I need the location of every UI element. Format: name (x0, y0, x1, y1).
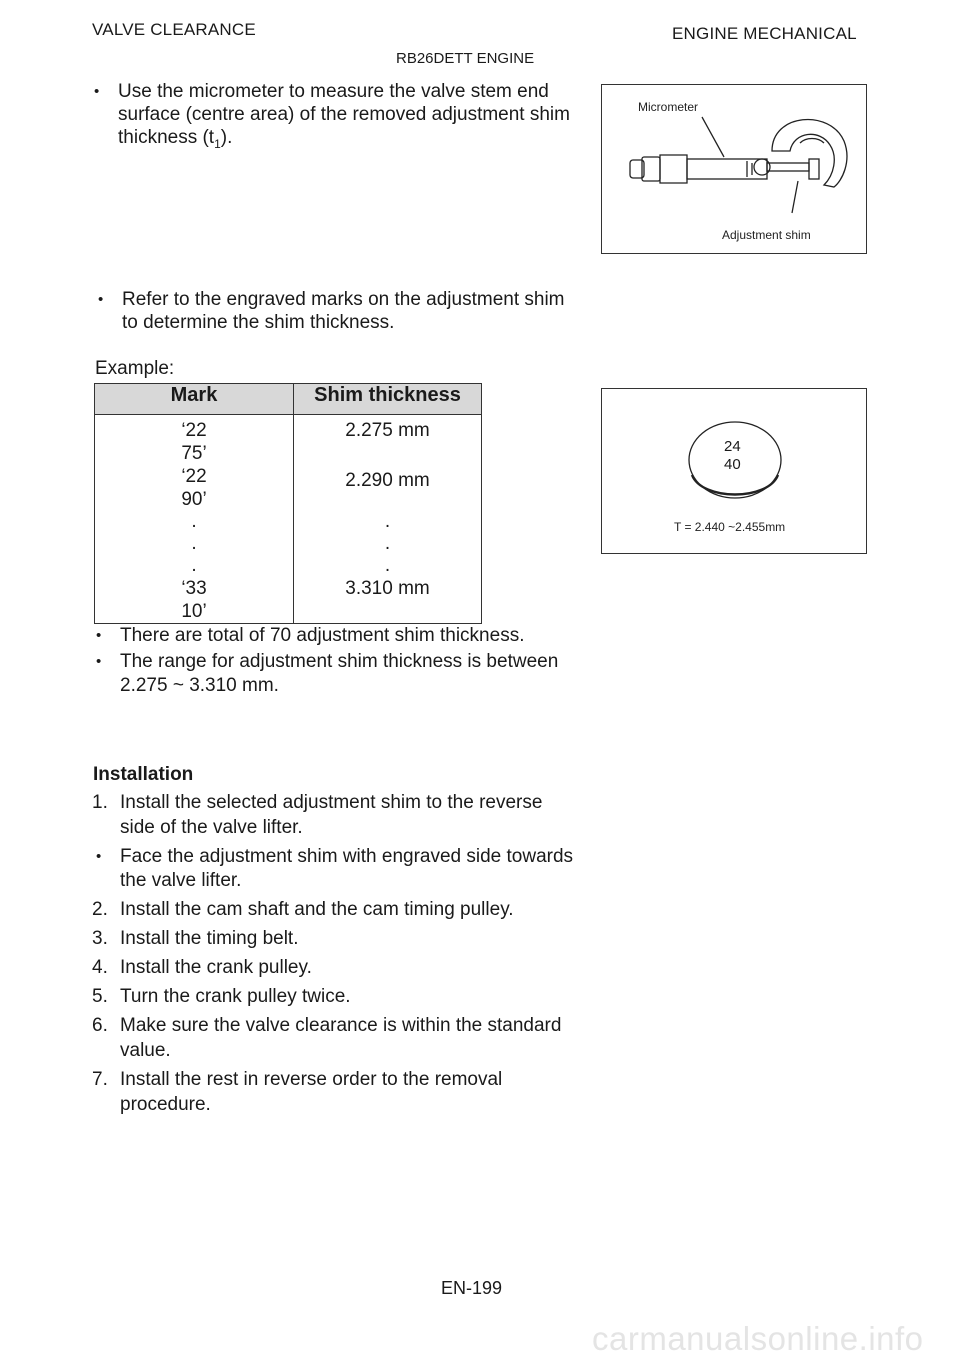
thickness-cell (294, 442, 481, 465)
thickness-cell: 2.275 mm (345, 420, 430, 441)
step-7-cont: procedure. (120, 1094, 211, 1115)
mark-column (95, 415, 294, 624)
measure-line-1: • Use the micrometer to measure the valve stem end (118, 81, 549, 102)
mark-cell: 90’ (181, 489, 207, 510)
mark-cell: . (191, 511, 197, 532)
micrometer-label: Micrometer (638, 100, 699, 114)
thickness-cell: 2.290 mm (345, 470, 430, 491)
step-1-cont: side of the valve lifter. (120, 817, 303, 838)
watermark: carmanualsonline.info (592, 1320, 924, 1357)
shim-marking-figure (601, 388, 867, 554)
step-5: 5. Turn the crank pulley twice. (92, 986, 351, 1007)
mark-cell: . (191, 555, 197, 576)
mark-cell: ‘22 (181, 466, 207, 487)
section-title: VALVE CLEARANCE (92, 20, 256, 39)
thickness-column (294, 415, 482, 624)
shim-notes (120, 624, 590, 697)
adjustment-shim-label: Adjustment shim (722, 228, 811, 242)
column-header-mark: Mark (95, 384, 294, 415)
measure-line-3: thickness $(t_1)$. (118, 127, 233, 151)
mark-cell: ‘33 (181, 578, 207, 599)
thickness-cell: . (384, 555, 391, 576)
example-label: Example: (95, 358, 175, 379)
step-2: 2. Install the cam shaft and the cam timing pulley. (92, 899, 514, 920)
refer-line-2: to determine the shim thickness. (122, 312, 395, 333)
micrometer-drawing-icon (612, 115, 858, 227)
step-1: 1. Install the selected adjustment shim to the reverse (92, 792, 543, 813)
step-6-cont: value. (120, 1040, 171, 1061)
refer-line-1: • Refer to the engraved marks on the adjustment shim (122, 289, 565, 310)
thickness-cell: . (384, 533, 391, 554)
refer-instruction (122, 288, 592, 334)
note-item: • The range for adjustment shim thickness is between (120, 650, 590, 673)
note-item-cont: 2.275 ~ 3.310 mm. (120, 675, 279, 696)
installation-heading: Installation (93, 764, 194, 785)
shim-thickness-table (94, 383, 482, 624)
measure-line-2: surface (centre area) of the removed adjustment shim (118, 104, 570, 125)
shim-thickness-caption: T = 2.440 ~2.455mm (674, 520, 786, 534)
column-header-thickness: Shim thickness (294, 384, 482, 415)
mark-cell: ‘22 (181, 420, 207, 441)
thickness-cell (294, 492, 481, 511)
page-number: EN-199 (441, 1278, 503, 1298)
measure-instruction (118, 80, 588, 156)
chapter-title: ENGINE MECHANICAL (672, 24, 857, 43)
mark-cell: 75’ (181, 443, 207, 464)
shim-mark-bottom: 40 (724, 456, 741, 473)
note-item: • There are total of 70 adjustment shim thickness. (120, 624, 590, 647)
thickness-cell: . (384, 511, 391, 532)
mark-cell: . (191, 533, 197, 554)
shim-mark-top: 24 (724, 438, 741, 455)
step-3: 3. Install the timing belt. (92, 928, 299, 949)
thickness-cell: 3.310 mm (345, 578, 430, 599)
step-4: 4. Install the crank pulley. (92, 957, 312, 978)
micrometer-figure (601, 84, 867, 254)
engine-subtitle: RB26DETT ENGINE (396, 50, 535, 67)
step-6: 6. Make sure the valve clearance is within the standard (92, 1015, 562, 1036)
installation-steps (92, 791, 590, 1116)
step-7: 7. Install the rest in reverse order to the removal (92, 1069, 503, 1090)
step-bullet: • Face the adjustment shim with engraved side towards (120, 845, 590, 868)
mark-cell: 10’ (181, 601, 207, 622)
step-bullet-cont: the valve lifter. (120, 870, 242, 891)
